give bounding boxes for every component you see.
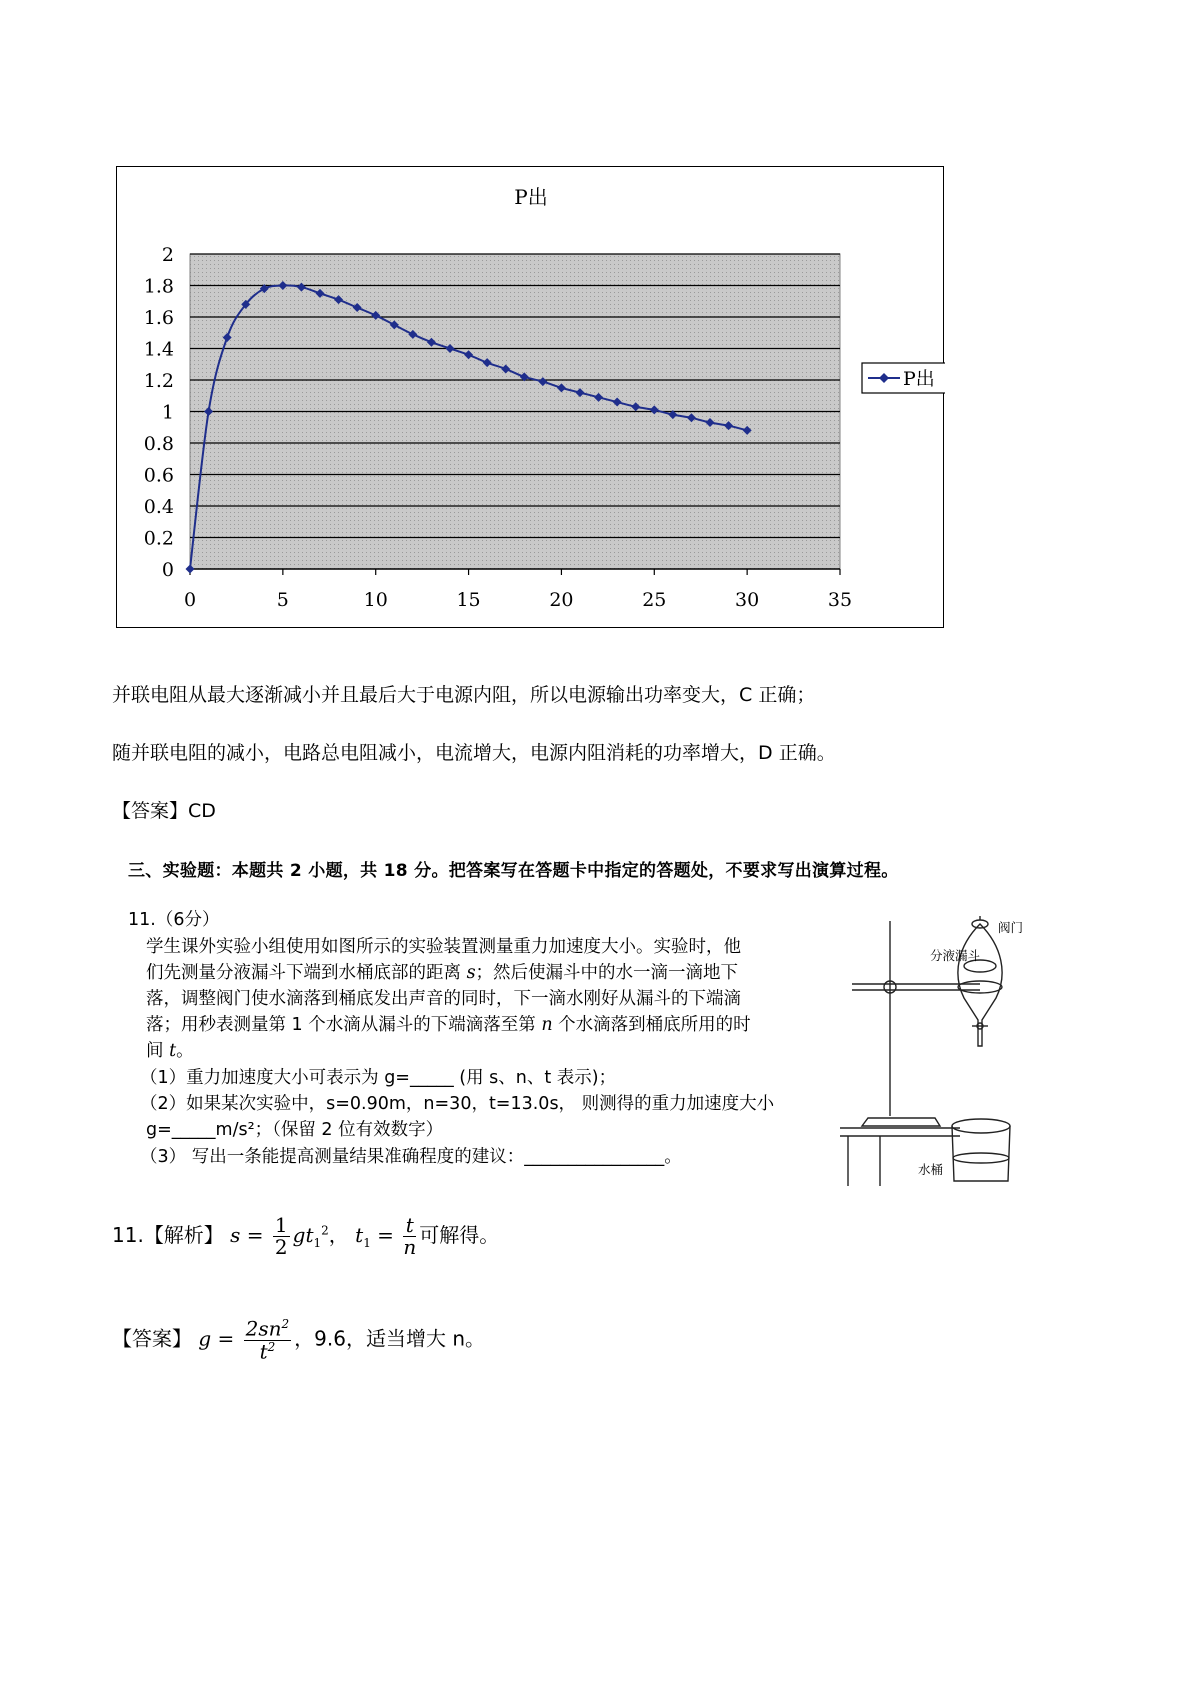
explanation-line-d (112, 738, 836, 765)
x-tick-label: 10 (363, 589, 388, 611)
question-para-4 (146, 1011, 751, 1036)
formula-eq: = (240, 1223, 270, 1247)
answer2-n: n (452, 1326, 466, 1351)
question-para-2 (146, 959, 738, 984)
line1-text: 并联电阻从最大逐渐减小并且最后大于电源内阻，所以电源输出功率变大， (112, 684, 740, 706)
legend-label: P出 (903, 368, 935, 390)
formula-sup-2: 2 (321, 1223, 329, 1238)
x-tick-label: 20 (549, 589, 574, 611)
y-tick-label: 1.8 (143, 275, 174, 298)
question-para-3: 落，调整阀门使水滴落到桶底发出声音的同时，下一滴水刚好从漏斗的下端滴 (146, 989, 741, 1009)
y-tick-label: 1 (161, 401, 174, 424)
answer2-end: 。 (465, 1326, 486, 1351)
solution-label: 【解析】 (143, 1223, 224, 1247)
power-output-chart (116, 166, 944, 628)
line1-option: C (739, 684, 753, 706)
p2-end: ；然后使漏斗中的水一滴一滴地下 (475, 963, 739, 983)
y-tick-label: 0.6 (143, 464, 174, 487)
p5-end: 。 (176, 1041, 194, 1061)
subquestion-3: （3） 写出一条能提高测量结果准确程度的建议：________________。 (140, 1147, 682, 1167)
question-para-5 (146, 1037, 194, 1062)
label-funnel: 分液漏斗 (930, 948, 981, 963)
label-valve: 阀门 (998, 920, 1024, 935)
answer2-mid: ，适当增大 (345, 1326, 453, 1351)
answer1-label: 【答案】 (112, 800, 189, 822)
frac-g-num-text: 2sn (245, 1316, 282, 1341)
frac-half-den: 2 (274, 1235, 288, 1259)
answer2-sep: ， (294, 1326, 315, 1351)
y-tick-label: 2 (161, 244, 174, 266)
x-tick-label: 0 (183, 589, 197, 611)
y-tick-label: 1.6 (143, 307, 174, 329)
formula-t1: t (355, 1223, 364, 1247)
p5-start: 间 (146, 1041, 170, 1061)
answer2-label: 【答案】 (112, 1326, 192, 1351)
line1-tail: 正确； (752, 684, 816, 706)
answer-line-2 (112, 1318, 485, 1362)
formula-gt: gt (292, 1223, 314, 1247)
x-tick-label: 5 (276, 589, 289, 611)
stand-base (862, 1118, 940, 1126)
y-tick-label: 0 (161, 559, 174, 581)
x-tick-label: 25 (642, 589, 667, 611)
p4-start: 落；用秒表测量第 1 个水滴从漏斗的下端滴落至第 (146, 1015, 542, 1035)
y-tick-label: 0.2 (143, 527, 174, 550)
subquestion-2b: g=_____m/s²；（保留 2 位有效数字） (146, 1120, 444, 1140)
solution-prefix: 11. (112, 1223, 144, 1247)
fraction-g (244, 1318, 292, 1362)
var-n: n (541, 1015, 553, 1035)
frac-half-num: 1 (274, 1213, 288, 1237)
y-tick-label: 1.2 (143, 370, 174, 392)
y-tick-label: 1.4 (143, 338, 174, 361)
separatory-funnel (958, 924, 1002, 1046)
frac-n-den: n (403, 1235, 417, 1259)
line2-tail: 正确。 (772, 742, 836, 764)
var-s: s (466, 963, 476, 983)
frac-g-den-text: t (259, 1339, 268, 1364)
formula-eq-2: = (370, 1223, 401, 1247)
formula-sub-1: 1 (313, 1236, 322, 1250)
formula-t1-sub: 1 (363, 1236, 371, 1250)
line2-option: D (758, 742, 773, 764)
chart-canvas (117, 167, 945, 629)
p2-start: 们先测量分液漏斗下端到水桶底部的距离 (146, 963, 467, 983)
question-para-1: 学生课外实验小组使用如图所示的实验装置测量重力加速度大小。实验时，他 (146, 937, 741, 957)
answer1-value: CD (188, 800, 216, 822)
subquestion-1: （1）重力加速度大小可表示为 g=_____ (用 s、n、t 表示)； (140, 1068, 617, 1088)
y-tick-label: 0.4 (143, 496, 174, 518)
answer-g: g (198, 1326, 212, 1351)
y-tick-label: 0.8 (143, 433, 174, 455)
x-tick-label: 30 (735, 589, 760, 611)
var-t: t (169, 1041, 177, 1061)
x-tick-label: 35 (827, 589, 853, 611)
frac-g-den (244, 1341, 292, 1363)
subquestion-2a: （2）如果某次实验中，s=0.90m，n=30，t=13.0s， 则测得的重力加速度大小 (140, 1094, 775, 1114)
answer-line-1 (112, 796, 216, 823)
frac-g-den-sup: 2 (267, 1339, 276, 1354)
chart-title: P出 (514, 185, 548, 209)
exam-question-scan (110, 846, 1024, 1186)
p4-end: 个水滴落到桶底所用的时 (552, 1015, 751, 1035)
solution-tail: 可解得。 (419, 1223, 500, 1247)
question-number: 11.（6分） (128, 910, 220, 930)
answer-eq: = (211, 1326, 241, 1351)
frac-g-num (244, 1318, 292, 1341)
frac-g-num-sup: 2 (281, 1317, 290, 1331)
explanation-line-c (112, 680, 815, 707)
solution-line (112, 1215, 499, 1258)
answer2-value: 9.6 (314, 1326, 346, 1351)
section-heading: 三、实验题：本题共 2 小题，共 18 分。把答案写在答题卡中指定的答题处，不要求写出演算过程。 (128, 861, 899, 881)
frac-t-num: t (403, 1215, 416, 1237)
formula-s: s (230, 1223, 241, 1247)
line2-text: 随并联电阻的减小，电路总电阻减小，电流增大，电源内阻消耗的功率增大， (112, 742, 759, 764)
fraction-t-over-n (403, 1215, 416, 1258)
fraction-half (273, 1215, 290, 1258)
x-tick-label: 15 (456, 589, 481, 611)
apparatus-illustration (840, 896, 1020, 1186)
support-ring (958, 981, 1002, 993)
solution-comma: ， (328, 1223, 349, 1247)
label-bucket: 水桶 (918, 1162, 944, 1177)
